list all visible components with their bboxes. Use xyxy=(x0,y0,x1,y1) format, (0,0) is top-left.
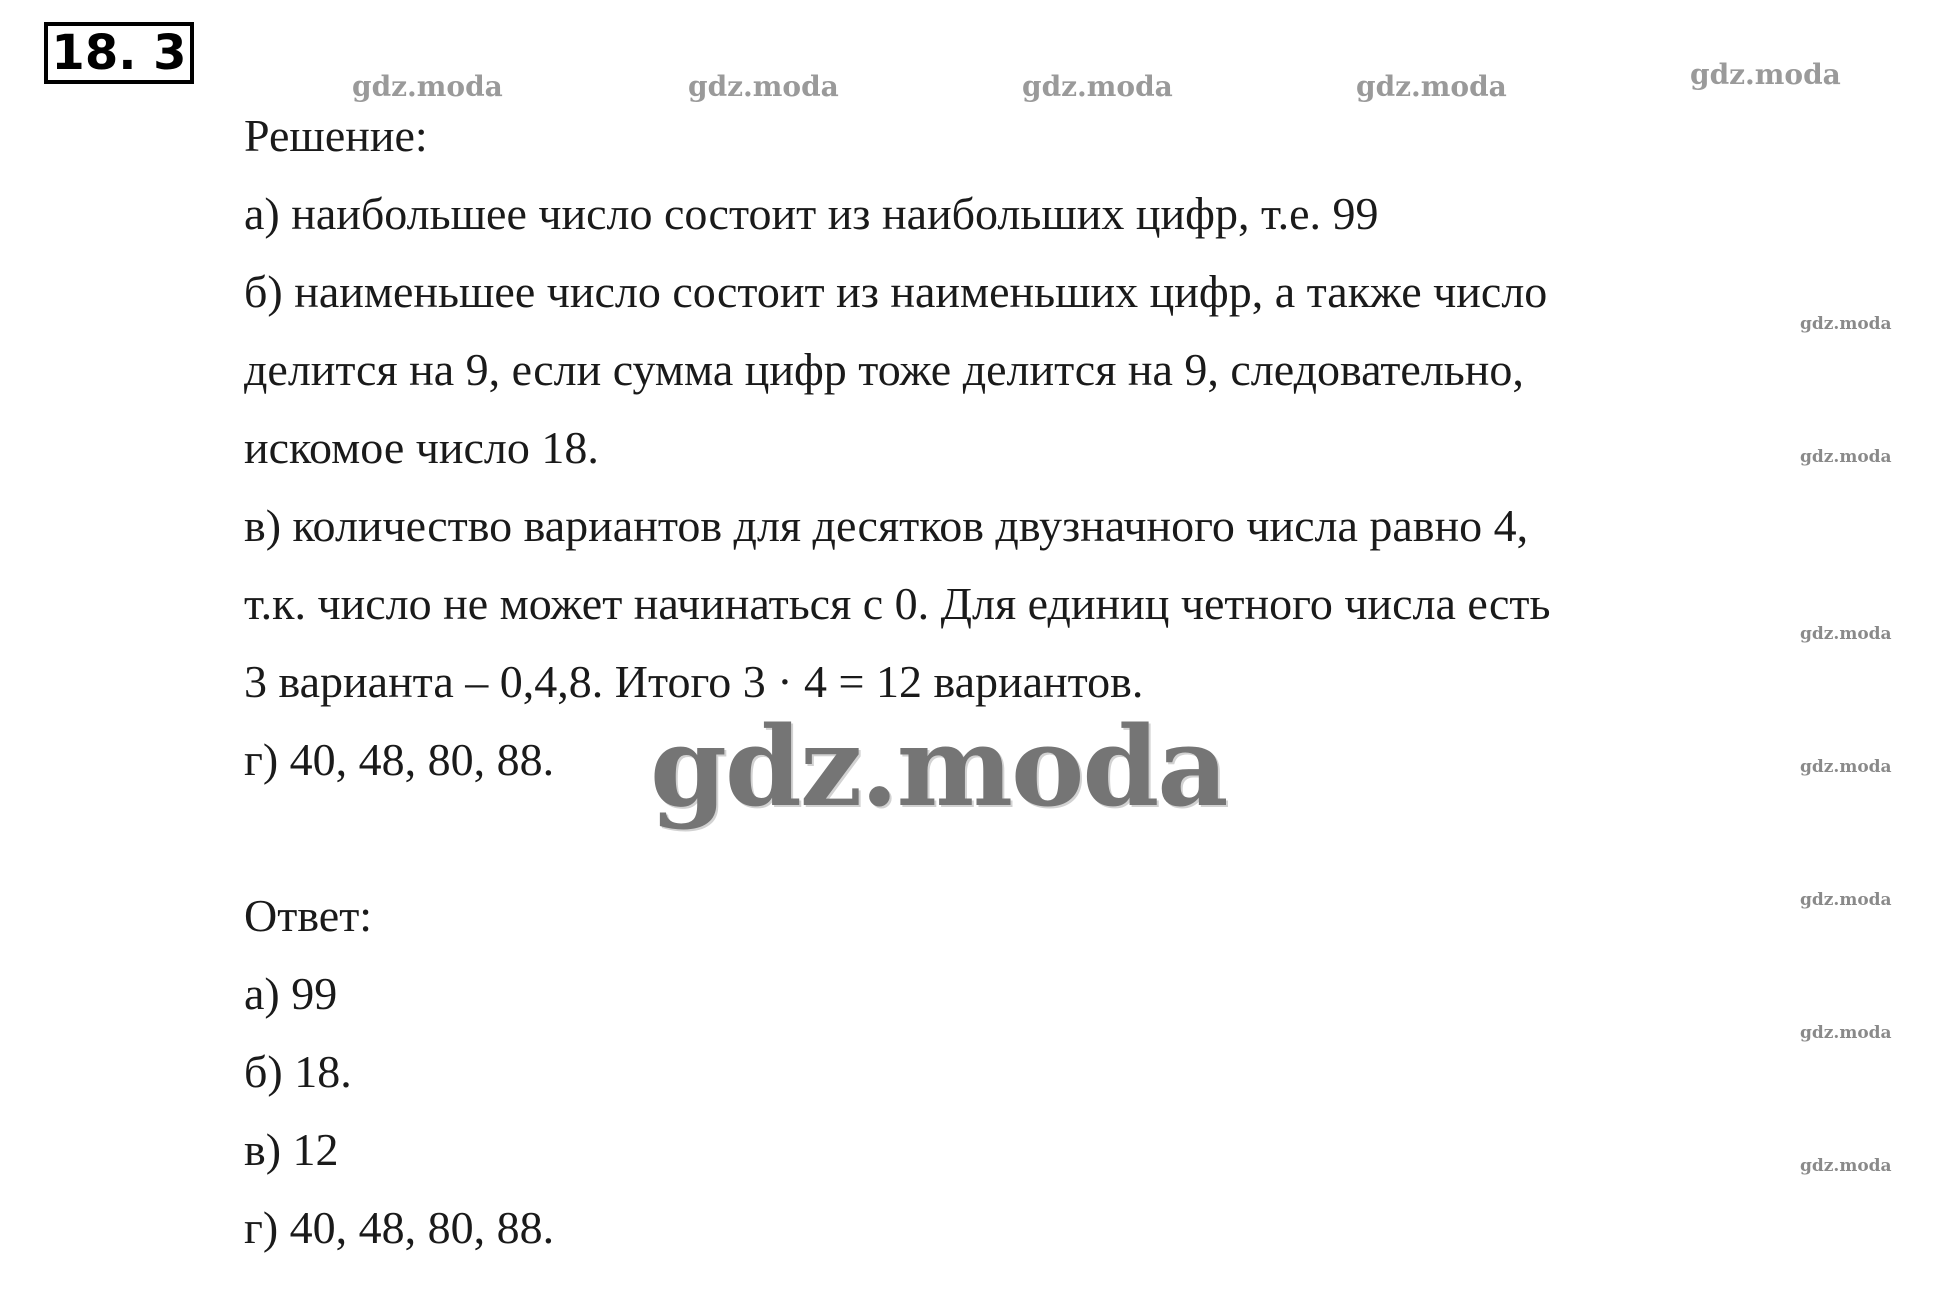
watermark: gdz.moda xyxy=(688,70,839,103)
solution-line: б) наименьшее число состоит из наименьших цифр, а также число xyxy=(244,266,1548,317)
answer-line: б) 18. xyxy=(244,1046,352,1097)
watermark: gdz.moda xyxy=(1356,70,1507,103)
solution-line: т.к. число не может начинаться с 0. Для единиц четного числа есть xyxy=(244,578,1551,629)
watermark: gdz.moda xyxy=(1800,314,1892,334)
watermark: gdz.moda xyxy=(1800,624,1892,644)
watermark-large: gdz.moda xyxy=(650,702,1227,831)
solution-line: делится на 9, если сумма цифр тоже делится на 9, следовательно, xyxy=(244,344,1524,395)
problem-number-box: 18. 3 xyxy=(44,22,194,84)
answer-heading: Ответ: xyxy=(244,890,373,941)
watermark: gdz.moda xyxy=(1690,58,1841,91)
watermark: gdz.moda xyxy=(1800,757,1892,777)
watermark: gdz.moda xyxy=(1800,447,1892,467)
solution-line: 3 варианта – 0,4,8. Итого 3 · 4 = 12 вариантов. xyxy=(244,656,1144,707)
answer-line: г) 40, 48, 80, 88. xyxy=(244,1202,555,1253)
solution-line: г) 40, 48, 80, 88. xyxy=(244,734,555,785)
solution-line: в) количество вариантов для десятков двузначного числа равно 4, xyxy=(244,500,1529,551)
solution-line: искомое число 18. xyxy=(244,422,599,473)
watermark: gdz.moda xyxy=(1800,1156,1892,1176)
solution-heading: Решение: xyxy=(244,110,428,161)
answer-line: в) 12 xyxy=(244,1124,339,1175)
solution-line: а) наибольшее число состоит из наибольших цифр, т.е. 99 xyxy=(244,188,1379,239)
answer-line: а) 99 xyxy=(244,968,338,1019)
watermark: gdz.moda xyxy=(1800,1023,1892,1043)
watermark: gdz.moda xyxy=(352,70,503,103)
watermark: gdz.moda xyxy=(1800,890,1892,910)
watermark: gdz.moda xyxy=(1022,70,1173,103)
